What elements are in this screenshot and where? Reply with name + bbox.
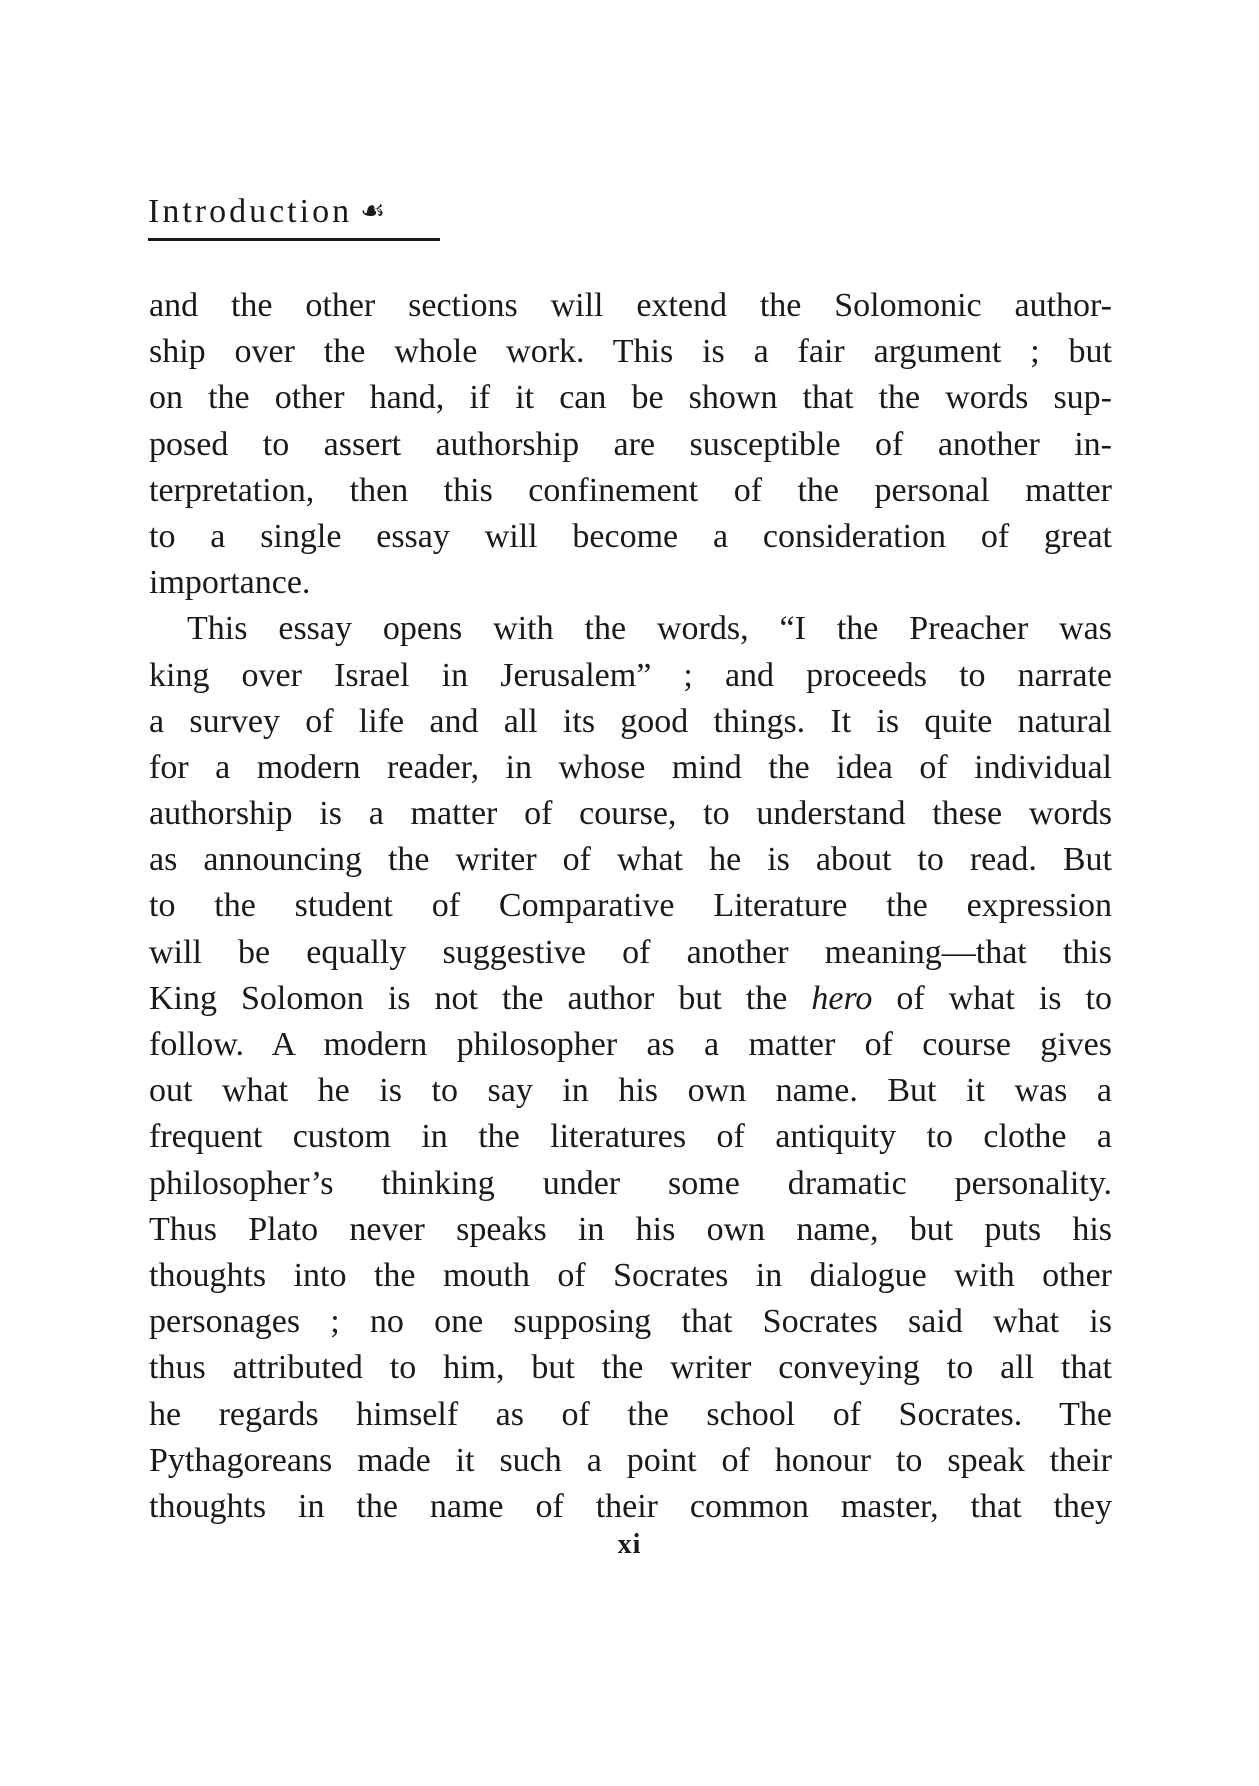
- text-line: thus attributed to him, but the writer conveying to all that: [149, 1349, 1112, 1387]
- text-line: and the other sections will extend the Solomonic author-: [149, 287, 1112, 324]
- text-line: authorship is a matter of course, to understand these words: [149, 795, 1112, 833]
- italic-word: hero: [811, 979, 873, 1017]
- text-line: as announcing the writer of what he is about to read. But: [149, 841, 1112, 879]
- text-line: for a modern reader, in whose mind the idea of individual: [149, 748, 1112, 786]
- text-line: Pythagoreans made it such a point of honour to speak their: [149, 1441, 1112, 1479]
- text-line: ship over the whole work. This is a fair argument ; but: [149, 333, 1112, 371]
- text-line: a survey of life and all its good things. It is quite natural: [149, 702, 1112, 740]
- text-line: king over Israel in Jerusalem” ; and proceeds to narrate: [149, 656, 1112, 694]
- text-line-with-italic: [149, 976, 1112, 1022]
- text-line: out what he is to say in his own name. But it was a: [149, 1072, 1112, 1110]
- running-head-rule: [148, 238, 440, 241]
- fleuron-ornament-icon: ☙: [360, 196, 386, 227]
- paragraph-first-line: This essay opens with the words, “I the Preacher was: [187, 610, 1112, 648]
- text-line: will be equally suggestive of another meaning—that this: [149, 933, 1112, 971]
- page-number: xi: [617, 1529, 642, 1560]
- text-line: frequent custom in the literatures of antiquity to clothe a: [149, 1118, 1112, 1156]
- text-line: philosopher’s thinking under some dramatic personality.: [149, 1164, 1112, 1202]
- text-line: posed to assert authorship are susceptible of another in-: [149, 425, 1112, 463]
- text-line: terpretation, then this confinement of the personal matter: [149, 471, 1112, 509]
- text-line: Thus Plato never speaks in his own name, but puts his: [149, 1210, 1112, 1248]
- text-line: to the student of Comparative Literature the expression: [149, 887, 1112, 925]
- running-head-title: Introduction: [148, 193, 353, 230]
- text-line: he regards himself as of the school of Socrates. The: [149, 1395, 1112, 1433]
- body-text: [149, 283, 1112, 1530]
- text-line: importance.: [149, 564, 311, 602]
- text-line: personages ; no one supposing that Socrates said what is: [149, 1303, 1112, 1341]
- text-line: follow. A modern philosopher as a matter of course gives: [149, 1026, 1112, 1063]
- text-segment: of what is to: [872, 979, 1112, 1017]
- running-head: [148, 192, 448, 232]
- text-line: on the other hand, if it can be shown that the words sup-: [149, 379, 1112, 417]
- text-segment: King Solomon is not the author but the: [149, 979, 812, 1017]
- text-line: thoughts in the name of their common master, that they: [149, 1487, 1112, 1525]
- text-line: to a single essay will become a consideration of great: [149, 517, 1112, 555]
- text-line: thoughts into the mouth of Socrates in dialogue with other: [149, 1256, 1112, 1294]
